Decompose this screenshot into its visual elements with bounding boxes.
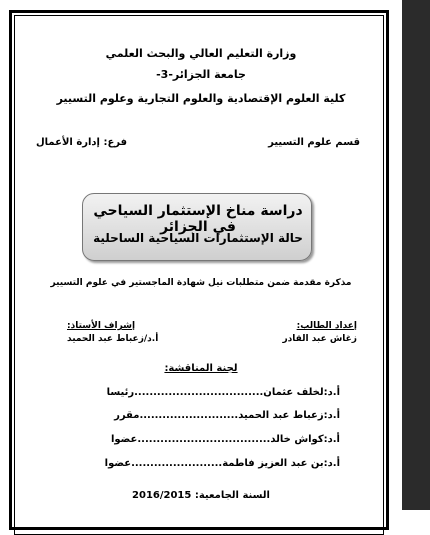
university-heading: جامعة الجزائر-3- <box>156 68 246 81</box>
member-name: أ.د:بن عبد العزيز فاطمة <box>222 458 340 469</box>
department-label: قسم علوم التسيير <box>268 137 360 148</box>
student-label: إعداد الطالب: <box>296 321 357 331</box>
member-role: عضوا <box>110 434 138 445</box>
member-role: رئيسا <box>106 387 135 398</box>
faculty-heading: كلية العلوم الإقتصادية والعلوم التجارية وعلوم التسيير <box>56 92 346 105</box>
member-role: مقرر <box>114 410 140 421</box>
branch-label: فرع: إدارة الأعمال <box>36 137 128 148</box>
committee-member <box>28 458 340 469</box>
member-name: أ.د:لخلف عثمان <box>263 387 340 398</box>
thesis-subtitle: حالة الإستثمارات السياحية الساحلية <box>93 231 303 245</box>
committee-member <box>28 434 340 445</box>
member-role: عضوا <box>104 458 132 469</box>
thesis-title-box <box>82 193 312 261</box>
member-dots: .......................... <box>139 410 239 421</box>
thesis-title: دراسة مناخ الإستثمار السياحي في الجزائر <box>93 203 303 235</box>
supervisor-name: أ.د/زعباط عبد الحميد <box>67 334 159 344</box>
academic-year: السنة الجامعية: 2016/2015 <box>132 490 270 501</box>
thesis-note: مذكرة مقدمة ضمن متطلبات نيل شهادة الماجستير في علوم التسيير <box>50 278 352 288</box>
committee-title: لجنة المناقشة: <box>164 363 238 374</box>
member-dots: ................................... <box>137 434 271 445</box>
member-name: أ.د:زعباط عبد الحميد <box>238 410 340 421</box>
student-name: زغاش عبد القادر <box>282 334 357 344</box>
member-dots: ........................ <box>131 458 223 469</box>
member-dots: .................................. <box>134 387 264 398</box>
ministry-heading: وزارة التعليم العالي والبحث العلمي <box>105 47 297 60</box>
committee-member <box>28 387 340 398</box>
committee-member <box>28 410 340 421</box>
member-name: أ.د:كواش خالد <box>270 434 340 445</box>
viewer-side-panel <box>402 0 430 510</box>
supervisor-label: إشراف الأستاذ: <box>67 321 136 331</box>
